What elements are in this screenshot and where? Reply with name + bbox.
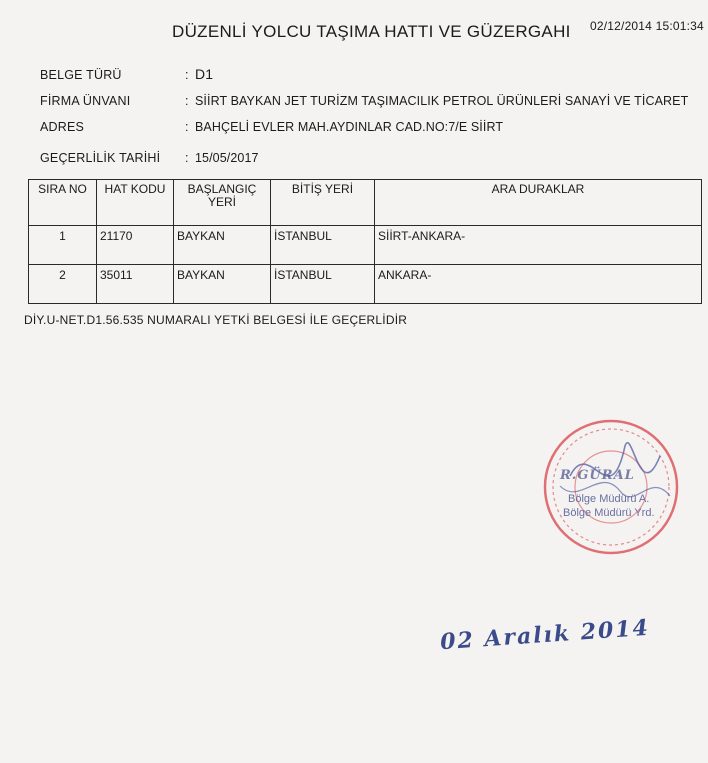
field-label-gecerlilik-tarihi: GEÇERLİLİK TARİHİ	[40, 151, 161, 165]
field-colon: :	[185, 94, 189, 108]
cell-baslangic: BAYKAN	[174, 226, 271, 265]
field-colon: :	[185, 68, 189, 82]
cell-sira: 1	[29, 226, 97, 265]
date-stamp: 02 Aralık 2014	[439, 614, 651, 656]
field-label-firma-unvani: FİRMA ÜNVANI	[40, 94, 131, 108]
field-label-adres: ADRES	[40, 120, 85, 134]
cell-bitis: İSTANBUL	[271, 226, 375, 265]
cell-hat-kodu: 21170	[97, 226, 174, 265]
field-value-firma-unvani: SİİRT BAYKAN JET TURİZM TAŞIMACILIK PETROL ÜRÜNLERİ SANAYİ VE TİCARET	[195, 94, 689, 108]
document-title: DÜZENLİ YOLCU TAŞIMA HATTI VE GÜZERGAHI	[172, 22, 571, 41]
field-value-adres: BAHÇELİ EVLER MAH.AYDINLAR CAD.NO:7/E SİİRT	[195, 120, 504, 134]
cell-sira: 2	[29, 265, 97, 304]
header-sira-no: SIRA NO	[29, 180, 97, 226]
cell-bitis: İSTANBUL	[271, 265, 375, 304]
header-baslangic-yeri: BAŞLANGIÇ YERİ	[174, 180, 271, 226]
header-hat-kodu: HAT KODU	[97, 180, 174, 226]
validity-note: DİY.U-NET.D1.56.535 NUMARALI YETKİ BELGESİ İLE GEÇERLİDİR	[24, 313, 408, 327]
header-bitis-yeri: BİTİŞ YERİ	[271, 180, 375, 226]
field-value-gecerlilik-tarihi: 15/05/2017	[195, 151, 259, 165]
table-row	[29, 265, 702, 304]
table-header-row	[29, 180, 702, 226]
print-timestamp: 02/12/2014 15:01:34	[590, 19, 704, 33]
field-colon: :	[185, 120, 189, 134]
cell-hat-kodu: 35011	[97, 265, 174, 304]
official-stamp-icon	[540, 416, 682, 558]
field-label-belge-turu: BELGE TÜRÜ	[40, 68, 122, 82]
stamp-title-line1: Bölge Müdürü A.	[568, 493, 650, 505]
routes-table	[28, 179, 702, 304]
cell-baslangic: BAYKAN	[174, 265, 271, 304]
stamp-name: R.GÜRAL	[560, 468, 635, 483]
field-value-belge-turu: D1	[195, 66, 214, 82]
stamp-title-line2: Bölge Müdürü Yrd.	[563, 507, 655, 519]
header-ara-duraklar: ARA DURAKLAR	[375, 180, 702, 226]
table-row	[29, 226, 702, 265]
cell-ara-duraklar: ANKARA-	[375, 265, 702, 304]
field-colon: :	[185, 151, 189, 165]
cell-ara-duraklar: SİİRT-ANKARA-	[375, 226, 702, 265]
